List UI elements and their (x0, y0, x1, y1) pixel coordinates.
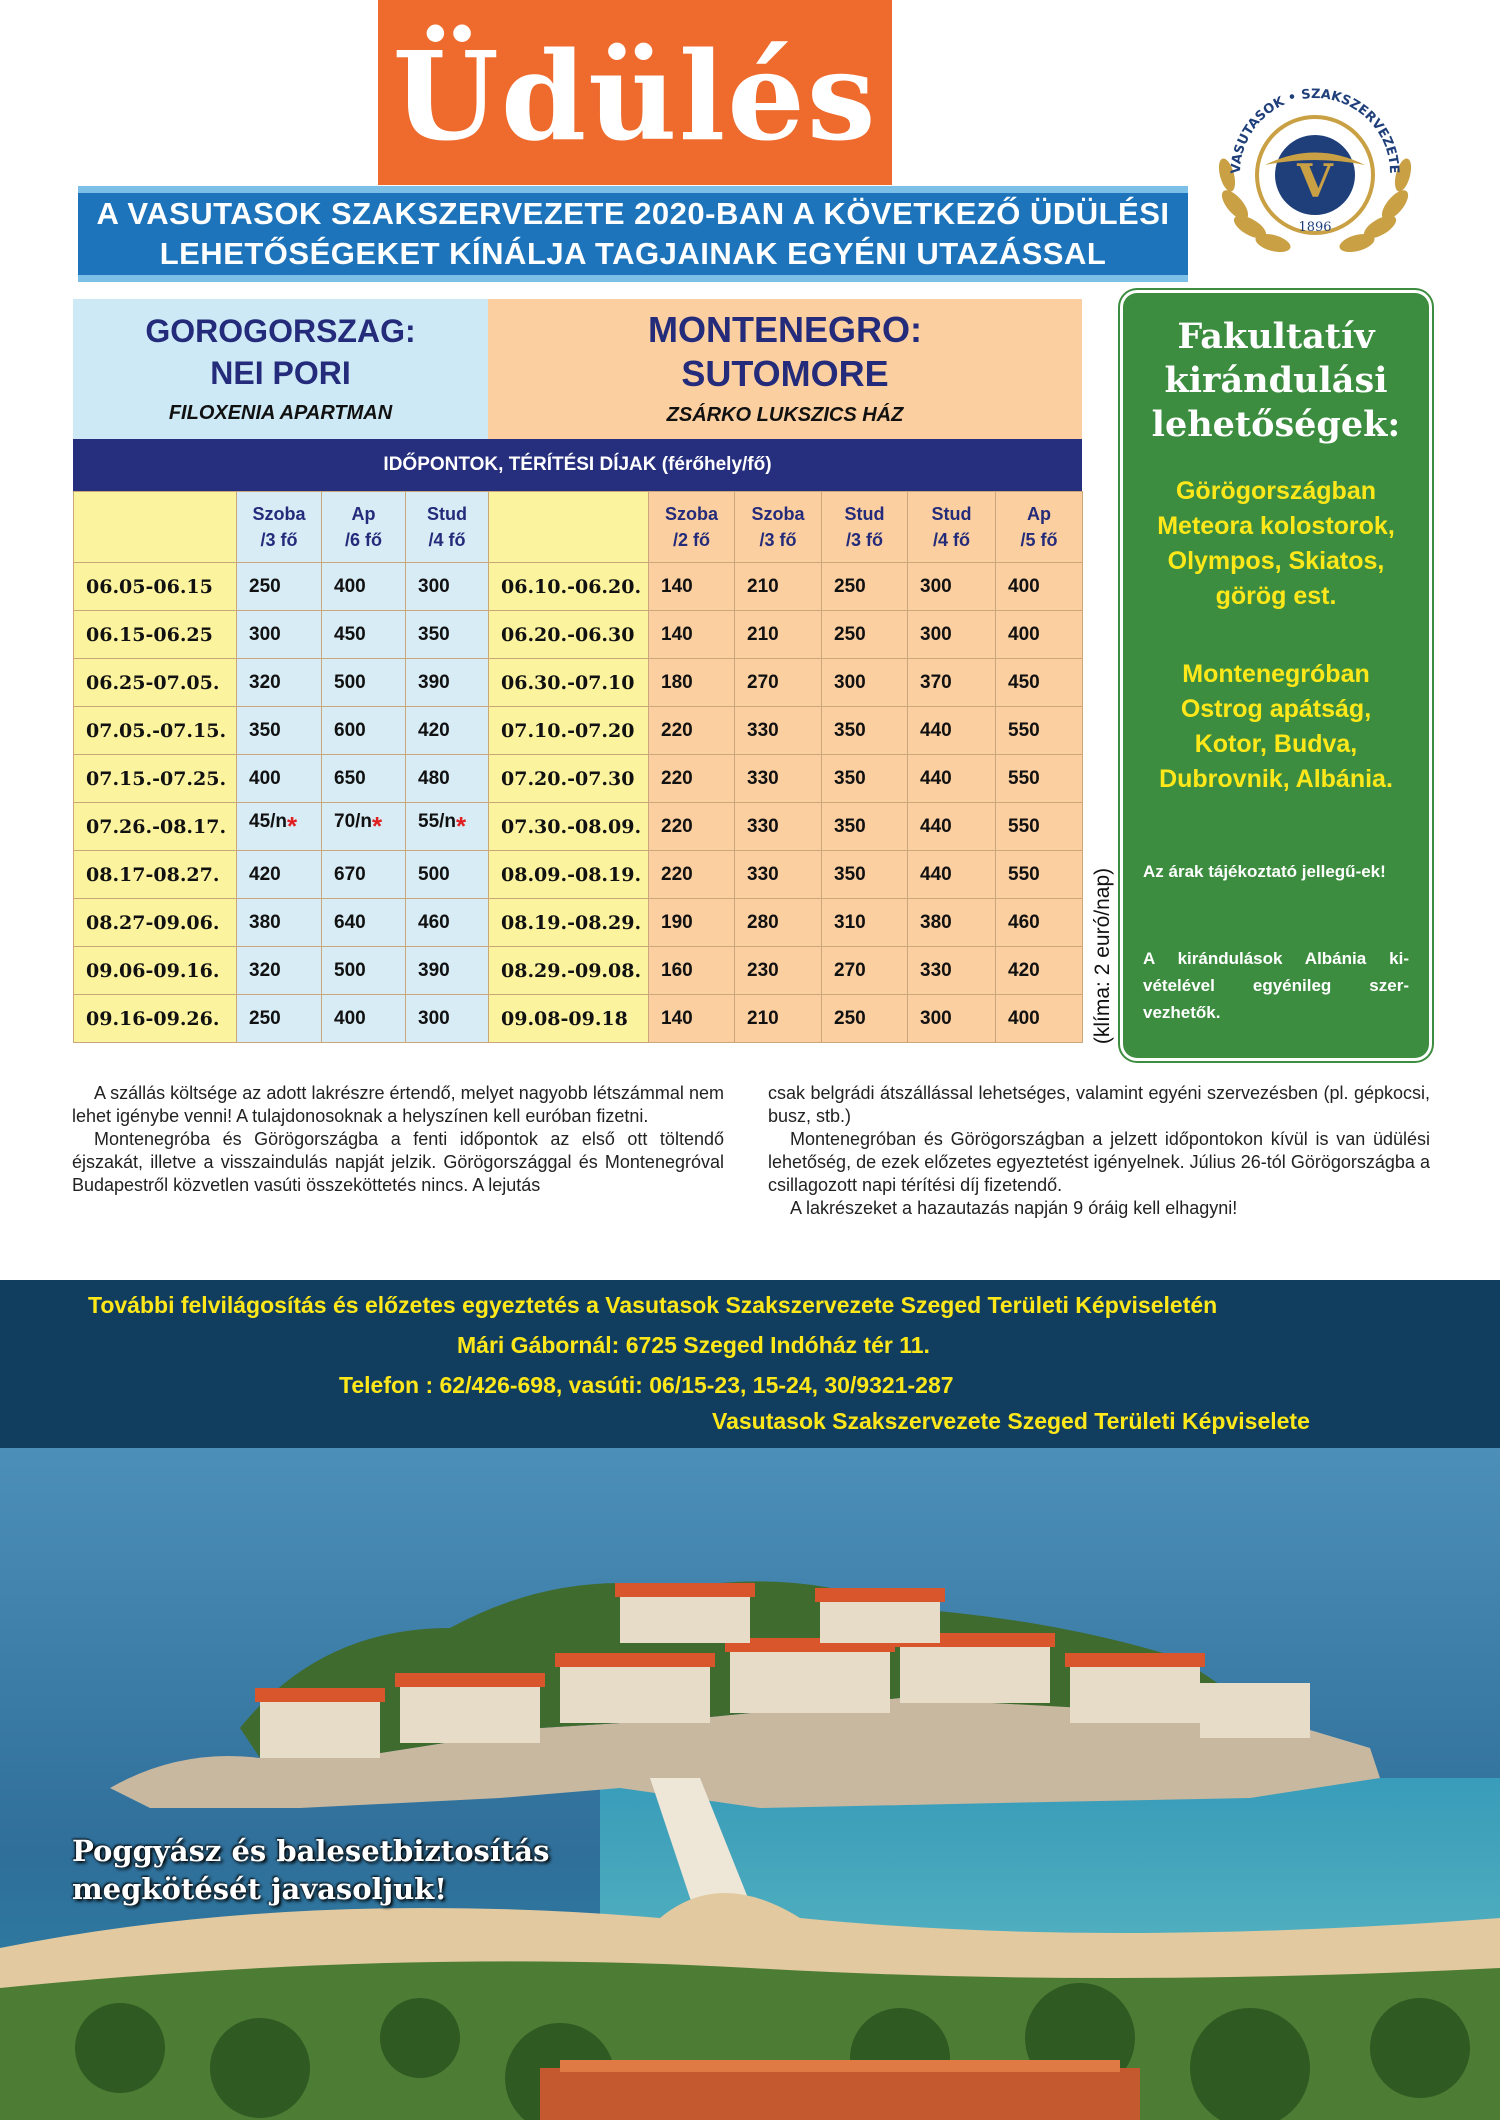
montenegro-price: 330 (735, 707, 822, 755)
greece-price (406, 851, 489, 899)
montenegro-price: 250 (822, 563, 908, 611)
montenegro-price: 140 (649, 611, 735, 659)
optional-trips-box (1123, 293, 1429, 1058)
price-grid (73, 491, 1083, 1043)
montenegro-price: 220 (649, 707, 735, 755)
greece-price (406, 707, 489, 755)
montenegro-price: 330 (908, 947, 996, 995)
montenegro-price: 160 (649, 947, 735, 995)
price-value: 400 (334, 575, 366, 597)
body-text-right (768, 1082, 1430, 1220)
price-value: 480 (418, 767, 450, 789)
greece-price (322, 899, 406, 947)
montenegro-price: 220 (649, 803, 735, 851)
montenegro-date: 07.30.-08.09. (489, 803, 649, 851)
asterisk-icon: * (456, 811, 467, 841)
logo-letter: V (1297, 154, 1333, 208)
price-value: 380 (249, 911, 281, 933)
price-value: 400 (334, 1007, 366, 1029)
montenegro-price: 440 (908, 755, 996, 803)
montenegro-price: 400 (996, 563, 1083, 611)
greece-column-header (322, 492, 406, 563)
montenegro-date: 07.10.-07.20 (489, 707, 649, 755)
column-header-line: /3 fő (759, 530, 797, 550)
column-header-line: /6 fő (344, 530, 382, 550)
montenegro-price: 230 (735, 947, 822, 995)
table-row (74, 947, 1083, 995)
montenegro-column-header (996, 492, 1083, 563)
montenegro-date: 08.19.-08.29. (489, 899, 649, 947)
table-row (74, 995, 1083, 1043)
montenegro-price: 330 (735, 755, 822, 803)
montenegro-price: 250 (822, 995, 908, 1043)
greece-price (237, 611, 322, 659)
contact-phone: Telefon : 62/426-698, vasúti: 06/15-23, 15-24, 30/9321-287 (339, 1372, 954, 1398)
klima-note (1083, 850, 1123, 1062)
greece-price (237, 899, 322, 947)
greece-price (322, 707, 406, 755)
table-row (74, 659, 1083, 707)
greece-price (406, 755, 489, 803)
montenegro-price: 420 (996, 947, 1083, 995)
montenegro-country: MONTENEGRO: (648, 309, 922, 350)
greece-date: 06.15-06.25 (74, 611, 237, 659)
body-paragraph: A szállás költsége az adott lakrészre értendő, melyet nagyobb létszámmal nem lehet igénybe venni! A tulajdonosoknak a helyszínen kell euróban fizetni. (72, 1083, 724, 1126)
table-row (74, 899, 1083, 947)
island-photo (0, 1448, 1500, 2120)
price-value: 400 (249, 767, 281, 789)
price-value: 250 (249, 1007, 281, 1029)
montenegro-price: 450 (996, 659, 1083, 707)
greece-column-header (406, 492, 489, 563)
price-value: 250 (249, 575, 281, 597)
column-header-line: Stud (844, 504, 885, 524)
greece-price (322, 611, 406, 659)
price-value: 420 (418, 719, 450, 741)
price-value: 450 (334, 623, 366, 645)
montenegro-price: 210 (735, 995, 822, 1043)
trip-line: Montenegróban (1182, 660, 1370, 688)
trip-line: görög est. (1215, 582, 1337, 610)
trip-line: Olympos, Skiatos, (1167, 547, 1385, 575)
contact-office: Vasutasok Szakszervezete Szeged Területi Képviselete (712, 1408, 1310, 1434)
montenegro-price: 220 (649, 851, 735, 899)
klima-text: (klíma: 2 euró/nap) (1091, 867, 1114, 1045)
price-value: 670 (334, 863, 366, 885)
contact-band (0, 1280, 1500, 1448)
price-value: 350 (418, 623, 450, 645)
trips-heading-line: lehetőségek: (1151, 404, 1401, 445)
price-value: 70/n (334, 811, 373, 832)
body-text-left (72, 1082, 724, 1197)
table-row (74, 851, 1083, 899)
montenegro-price: 550 (996, 755, 1083, 803)
contact-line: További felvilágosítás és előzetes egyeztetés a Vasutasok Szakszervezete Szeged Területi Képviseletén (88, 1292, 1218, 1318)
trip-line: Görögországban (1175, 477, 1376, 505)
greece-price (322, 947, 406, 995)
title-banner (378, 0, 892, 185)
montenegro-price: 140 (649, 563, 735, 611)
subtitle-ribbon (78, 186, 1188, 282)
montenegro-price: 280 (735, 899, 822, 947)
greece-date: 08.27-09.06. (74, 899, 237, 947)
greece-price (237, 851, 322, 899)
greece-price (406, 611, 489, 659)
price-value: 500 (334, 671, 366, 693)
trip-line: Ostrog apátság, (1180, 695, 1372, 723)
montenegro-date: 08.29.-09.08. (489, 947, 649, 995)
montenegro-price: 460 (996, 899, 1083, 947)
dates-prices-band: IDŐPONTOK, TÉRÍTÉSI DÍJAK (férőhely/fő) (73, 439, 1082, 491)
greece-price (237, 707, 322, 755)
montenegro-price: 440 (908, 707, 996, 755)
montenegro-place: SUTOMORE (681, 353, 889, 394)
greece-date: 06.05-06.15 (74, 563, 237, 611)
header-blank (489, 492, 649, 563)
column-header-line: Szoba (252, 504, 306, 524)
montenegro-price: 440 (908, 803, 996, 851)
montenegro-price: 300 (822, 659, 908, 707)
trips-heading-line: Fakultatív (1177, 316, 1375, 357)
logo-year: 1896 (1298, 220, 1332, 235)
greece-date: 06.25-07.05. (74, 659, 237, 707)
montenegro-price: 350 (822, 755, 908, 803)
montenegro-column-header (822, 492, 908, 563)
trip-line: Dubrovnik, Albánia. (1159, 765, 1393, 793)
header-blank (74, 492, 237, 563)
greece-country: GOROGORSZAG: (145, 313, 416, 349)
price-value: 460 (418, 911, 450, 933)
greece-price (322, 851, 406, 899)
union-logo (1205, 55, 1425, 265)
greece-date: 07.26.-08.17. (74, 803, 237, 851)
montenegro-price: 140 (649, 995, 735, 1043)
price-value: 650 (334, 767, 366, 789)
price-value: 55/n (418, 811, 457, 832)
greece-price (322, 803, 406, 851)
price-value: 45/n (249, 811, 288, 832)
price-value: 320 (249, 959, 281, 981)
greece-date: 09.16-09.26. (74, 995, 237, 1043)
page-title: Üdülés (392, 23, 878, 168)
greece-column-header (237, 492, 322, 563)
caption-line: megkötését javasoljuk! (72, 1872, 447, 1906)
montenegro-price: 550 (996, 707, 1083, 755)
contact-address: Mári Gábornál: 6725 Szeged Indóház tér 11. (457, 1332, 930, 1358)
column-header-line: /4 fő (932, 530, 970, 550)
montenegro-price: 270 (735, 659, 822, 707)
montenegro-date: 08.09.-08.19. (489, 851, 649, 899)
montenegro-hotel: ZSÁRKO LUKSZICS HÁZ (666, 404, 904, 426)
montenegro-date: 09.08-09.18 (489, 995, 649, 1043)
table-row (74, 707, 1083, 755)
greece-price (406, 803, 489, 851)
price-value: 640 (334, 911, 366, 933)
greece-price (322, 563, 406, 611)
price-value: 500 (418, 863, 450, 885)
column-header-line: Szoba (751, 504, 805, 524)
montenegro-price: 210 (735, 563, 822, 611)
greece-price (237, 995, 322, 1043)
price-value: 600 (334, 719, 366, 741)
greece-price (322, 755, 406, 803)
greece-price (237, 659, 322, 707)
asterisk-icon: * (372, 811, 383, 841)
greece-price (237, 947, 322, 995)
greece-header (73, 299, 488, 439)
montenegro-price: 350 (822, 707, 908, 755)
greece-date: 08.17-08.27. (74, 851, 237, 899)
montenegro-date: 06.10.-06.20. (489, 563, 649, 611)
price-value: 420 (249, 863, 281, 885)
price-table (73, 299, 1082, 1064)
montenegro-trips (1123, 657, 1429, 797)
column-header-row (74, 492, 1083, 563)
montenegro-price: 350 (822, 851, 908, 899)
column-header-line: Ap (351, 504, 376, 524)
greece-price (406, 995, 489, 1043)
price-value: 390 (418, 671, 450, 693)
greece-date: 07.15.-07.25. (74, 755, 237, 803)
caption-line: Poggyász és balesetbiztosítás (72, 1834, 550, 1868)
montenegro-price: 400 (996, 611, 1083, 659)
montenegro-column-header (649, 492, 735, 563)
column-header-line: /5 fő (1020, 530, 1058, 550)
greece-place: NEI PORI (210, 355, 351, 391)
column-header-line: /4 fő (428, 530, 466, 550)
greece-price (237, 563, 322, 611)
montenegro-price: 550 (996, 803, 1083, 851)
column-header-line: /3 fő (260, 530, 298, 550)
montenegro-column-header (908, 492, 996, 563)
montenegro-price: 330 (735, 803, 822, 851)
table-row (74, 803, 1083, 851)
montenegro-price: 550 (996, 851, 1083, 899)
price-value: 390 (418, 959, 450, 981)
montenegro-price: 300 (908, 995, 996, 1043)
column-header-line: /2 fő (672, 530, 710, 550)
greece-price (406, 659, 489, 707)
price-value: 350 (249, 719, 281, 741)
greece-price (322, 995, 406, 1043)
trips-note: A kirándulások Albánia ki-vételével egyénileg szer-vezhetők. (1143, 949, 1409, 1022)
column-header-line: Ap (1027, 504, 1051, 524)
montenegro-column-header (735, 492, 822, 563)
subtitle-line-2: LEHETŐSÉGEKET KÍNÁLJA TAGJAINAK EGYÉNI UTAZÁSSAL (159, 236, 1107, 271)
montenegro-price: 380 (908, 899, 996, 947)
greece-price (406, 947, 489, 995)
montenegro-price: 250 (822, 611, 908, 659)
montenegro-price: 300 (908, 563, 996, 611)
price-value: 320 (249, 671, 281, 693)
trip-line: Meteora kolostorok, (1157, 512, 1395, 540)
price-note: Az árak tájékoztató jellegű-ek! (1143, 862, 1386, 881)
table-row (74, 755, 1083, 803)
montenegro-price: 220 (649, 755, 735, 803)
table-row (74, 563, 1083, 611)
montenegro-price: 440 (908, 851, 996, 899)
greece-hotel: FILOXENIA APARTMAN (168, 402, 393, 424)
logo-ring-text: VASUTASOK • SZAKSZERVEZETE (1228, 86, 1402, 175)
column-header-line: Stud (931, 504, 972, 524)
price-value: 500 (334, 959, 366, 981)
montenegro-price: 370 (908, 659, 996, 707)
montenegro-date: 07.20.-07.30 (489, 755, 649, 803)
column-header-line: Stud (427, 504, 467, 524)
montenegro-header (488, 299, 1082, 439)
montenegro-price: 210 (735, 611, 822, 659)
montenegro-price: 300 (908, 611, 996, 659)
asterisk-icon: * (287, 811, 298, 841)
montenegro-price: 310 (822, 899, 908, 947)
montenegro-date: 06.20.-06.30 (489, 611, 649, 659)
montenegro-price: 400 (996, 995, 1083, 1043)
greece-date: 09.06-09.16. (74, 947, 237, 995)
montenegro-price: 190 (649, 899, 735, 947)
trip-line: Kotor, Budva, (1194, 730, 1358, 758)
price-value: 300 (249, 623, 281, 645)
greece-price (237, 755, 322, 803)
montenegro-date: 06.30.-07.10 (489, 659, 649, 707)
greece-price (406, 899, 489, 947)
body-paragraph: csak belgrádi átszállással lehetséges, valamint egyéni szervezésben (pl. gépkocsi, busz, stb.) (768, 1083, 1430, 1126)
montenegro-price: 330 (735, 851, 822, 899)
greece-trips (1123, 474, 1429, 614)
montenegro-price: 180 (649, 659, 735, 707)
price-value: 300 (418, 1007, 450, 1029)
body-paragraph: A lakrészeket a hazautazás napján 9 óráig kell elhagyni! (790, 1198, 1238, 1218)
greece-price (406, 563, 489, 611)
body-paragraph: Montenegróba és Görögországba a fenti időpontok az első ott töltendő éjszakát, illetve a visszaindulás napját jelzik. Görögországgal és Montenegróval Budapestről közvetlen vasúti összeköttetés nincs. A lejutás (72, 1129, 724, 1195)
greece-price (237, 803, 322, 851)
insurance-caption (72, 1832, 549, 1908)
column-header-line: /3 fő (845, 530, 883, 550)
trips-heading (1123, 315, 1429, 447)
table-row (74, 611, 1083, 659)
montenegro-price: 270 (822, 947, 908, 995)
trips-heading-line: kirándulási (1164, 360, 1388, 401)
body-paragraph: Montenegróban és Görögországban a jelzett időpontokon kívül is van üdülési lehetőség, de ezek előzetes egyeztetést igényelnek. Július 26-tól Görögországba a csillagozott napi térítési díj fizetendő. (768, 1129, 1430, 1195)
subtitle-line-1: A VASUTASOK SZAKSZERVEZETE 2020-BAN A KÖVETKEZŐ ÜDÜLÉSI (96, 196, 1170, 231)
greece-price (322, 659, 406, 707)
greece-date: 07.05.-07.15. (74, 707, 237, 755)
column-header-line: Szoba (664, 504, 718, 524)
price-value: 300 (418, 575, 450, 597)
montenegro-price: 350 (822, 803, 908, 851)
